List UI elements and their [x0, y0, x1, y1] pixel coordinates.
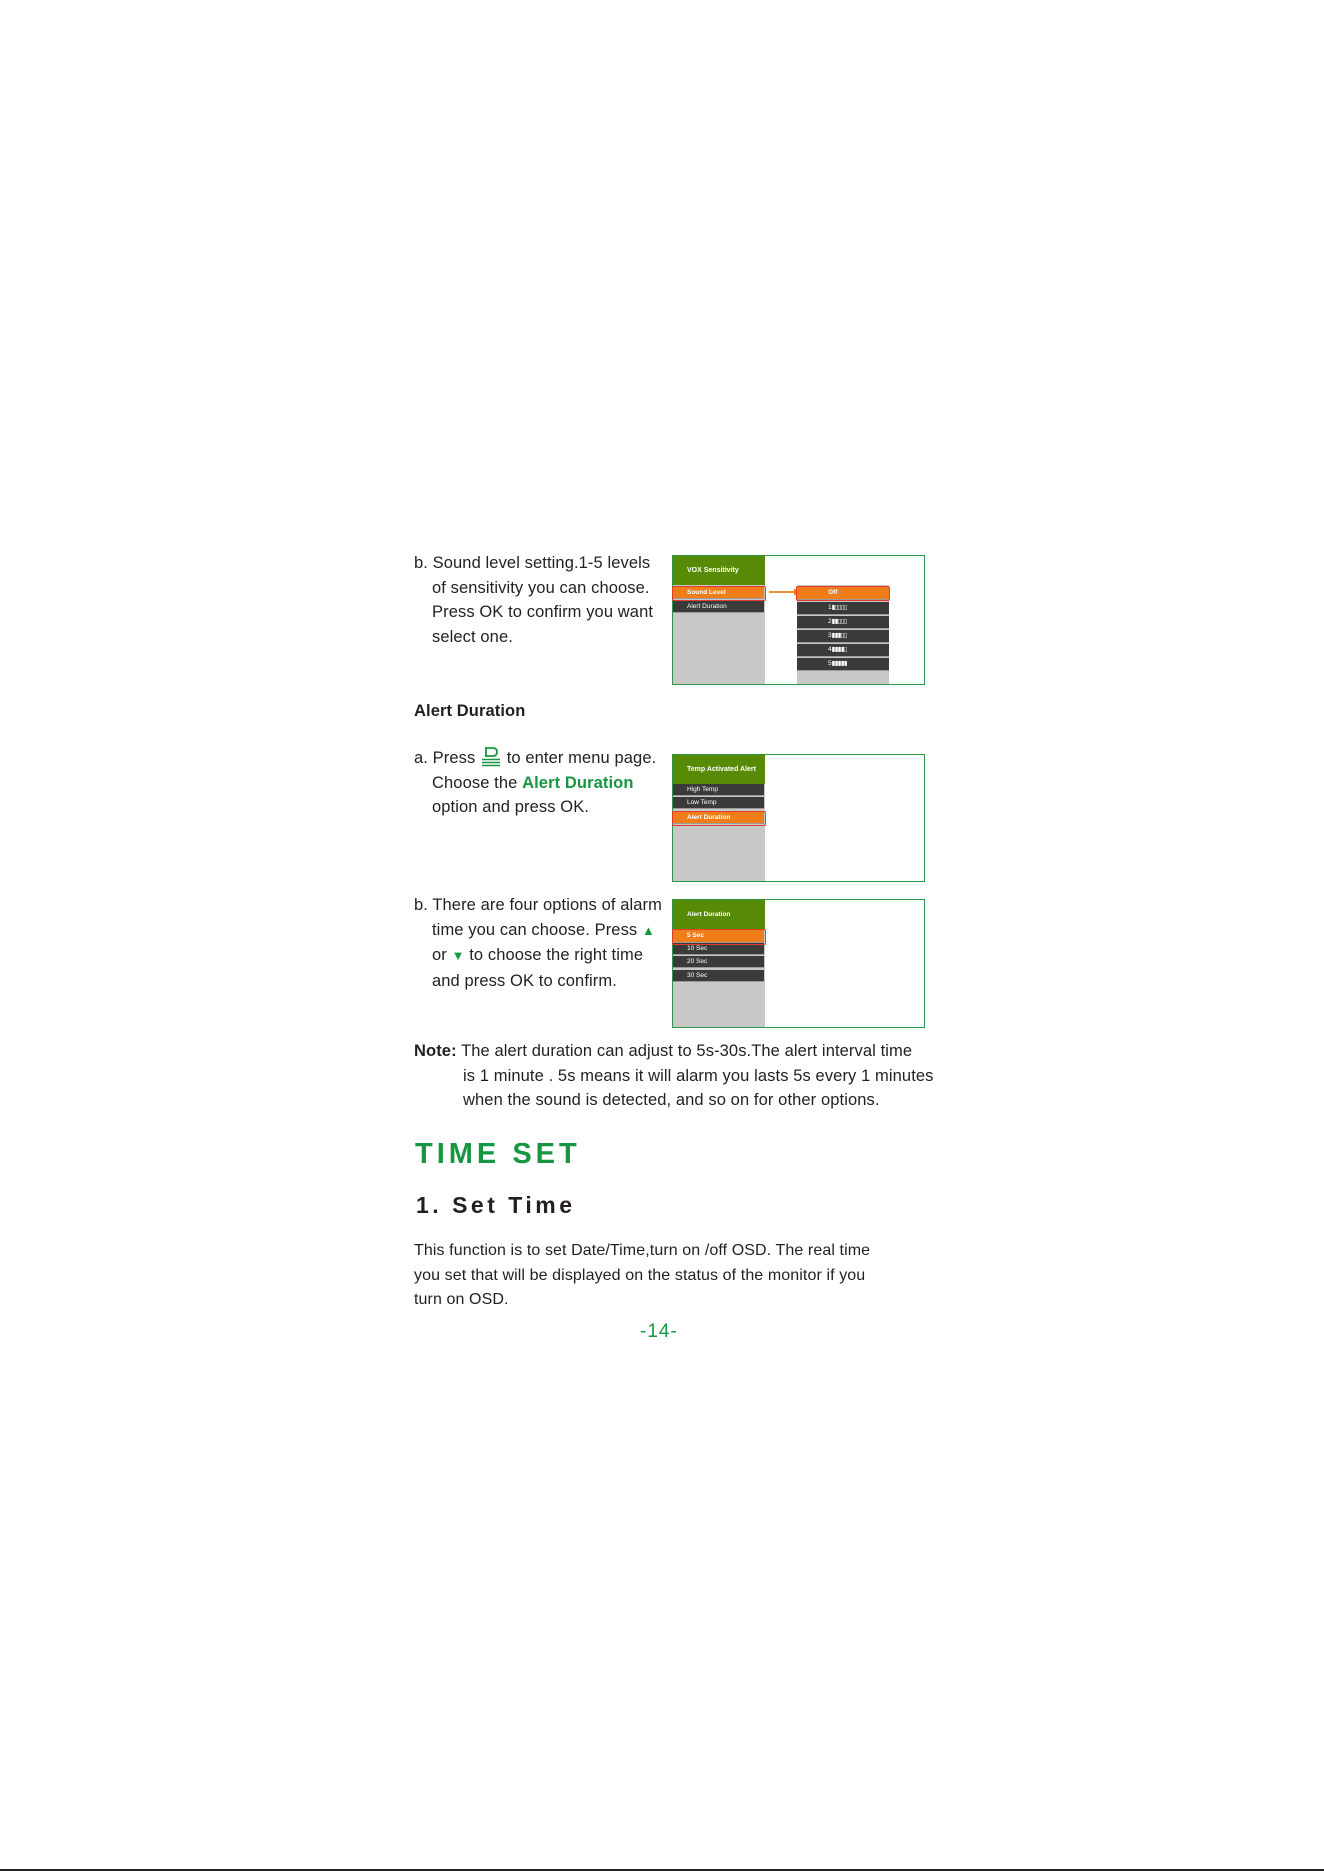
step-text: Choose the: [432, 773, 518, 792]
selection-outline: [672, 586, 766, 601]
menu-header: Temp Activated Alert: [673, 755, 765, 784]
menu-item-high-temp[interactable]: High Temp: [673, 784, 764, 796]
alert-duration-screen: [672, 899, 925, 1028]
alert-duration-highlight: Alert Duration: [522, 773, 634, 792]
section-title: TIME SET: [415, 1138, 581, 1170]
note-text: The alert duration can adjust to 5s-30s.The alert interval time: [461, 1042, 913, 1060]
level-number: 5: [828, 660, 832, 667]
duration-option-30-sec[interactable]: 30 Sec: [673, 970, 764, 982]
option-level-2[interactable]: [797, 616, 889, 629]
alert-duration-heading: Alert Duration: [414, 702, 526, 720]
menu-item-alert-duration[interactable]: Alert Duration: [673, 601, 764, 613]
step-text: or: [432, 946, 447, 964]
step-text: time you can choose. Press: [432, 920, 638, 939]
menu-item-low-temp[interactable]: Low Temp: [673, 797, 764, 809]
note-block: [414, 1039, 934, 1113]
step-text: to choose the right time: [469, 946, 644, 964]
duration-option-5-sec[interactable]: 5 Sec: [673, 930, 764, 943]
note-text: is 1 minute . 5s means it will alarm you lasts 5s every 1 minutes: [463, 1066, 934, 1085]
step-text: to enter menu page.: [506, 749, 657, 767]
step-text: option and press OK.: [432, 798, 590, 816]
option-level-4[interactable]: [797, 644, 889, 657]
level-bars-icon: ▮▮▮▮▯: [831, 646, 848, 653]
set-time-description: [414, 1239, 870, 1313]
duration-option-10-sec[interactable]: 10 Sec: [673, 943, 764, 955]
level-number: 1: [828, 604, 832, 611]
menu-item-alert-duration[interactable]: Alert Duration: [673, 812, 764, 824]
level-bars-icon: ▮▮▯▯▯: [831, 618, 848, 625]
selection-outline: [672, 929, 766, 945]
level-bars-icon: ▮▮▮▯▯: [831, 632, 848, 639]
sound-level-instructions: [414, 551, 653, 649]
down-arrow-icon: ▼: [451, 948, 465, 963]
level-bars-icon: ▮▮▮▮▮: [831, 660, 848, 667]
menu-item-sound-level[interactable]: Sound Level: [673, 587, 764, 599]
description-line: turn on OSD.: [414, 1291, 509, 1308]
option-selection-outline: [796, 586, 890, 601]
step-text: b. There are four options of alarm: [414, 896, 662, 914]
instruction-line: b. Sound level setting.1-5 levels: [414, 554, 651, 572]
instruction-line: Press OK to confirm you want: [432, 603, 654, 621]
note-label: Note:: [414, 1042, 457, 1060]
option-level-3[interactable]: [797, 630, 889, 643]
alert-step-b: [414, 893, 662, 993]
level-number: 3: [828, 632, 832, 639]
vox-sensitivity-screen: [672, 555, 925, 685]
temp-activated-alert-screen: [672, 754, 925, 882]
instruction-line: of sensitivity you can choose.: [432, 578, 650, 597]
option-level-1[interactable]: [797, 602, 889, 615]
level-bars-icon: ▮▯▯▯▯: [831, 604, 848, 611]
description-line: This function is to set Date/Time,turn on /off OSD. The real time: [414, 1242, 871, 1259]
menu-header: VOX Sensitivity: [673, 556, 765, 585]
menu-header: Alert Duration: [673, 900, 765, 929]
note-text: when the sound is detected, and so on for other options.: [463, 1091, 880, 1109]
duration-option-20-sec[interactable]: 20 Sec: [673, 956, 764, 968]
page-bottom-rule: [0, 1869, 1324, 1871]
step-prefix: a. Press: [414, 749, 476, 767]
option-off[interactable]: Off: [797, 587, 889, 600]
page-number: -14-: [640, 1321, 678, 1342]
alert-step-a: [414, 746, 656, 820]
sub-title: 1. Set Time: [416, 1192, 576, 1218]
level-number: 2: [828, 618, 832, 625]
level-number: 4: [828, 646, 832, 653]
option-level-5[interactable]: [797, 658, 889, 671]
instruction-line: select one.: [432, 627, 513, 646]
menu-icon: [481, 746, 501, 768]
description-line: you set that will be displayed on the status of the monitor if you: [414, 1266, 866, 1284]
selection-outline: [672, 811, 766, 826]
up-arrow-icon: ▲: [641, 922, 655, 938]
step-text: and press OK to confirm.: [432, 971, 617, 990]
